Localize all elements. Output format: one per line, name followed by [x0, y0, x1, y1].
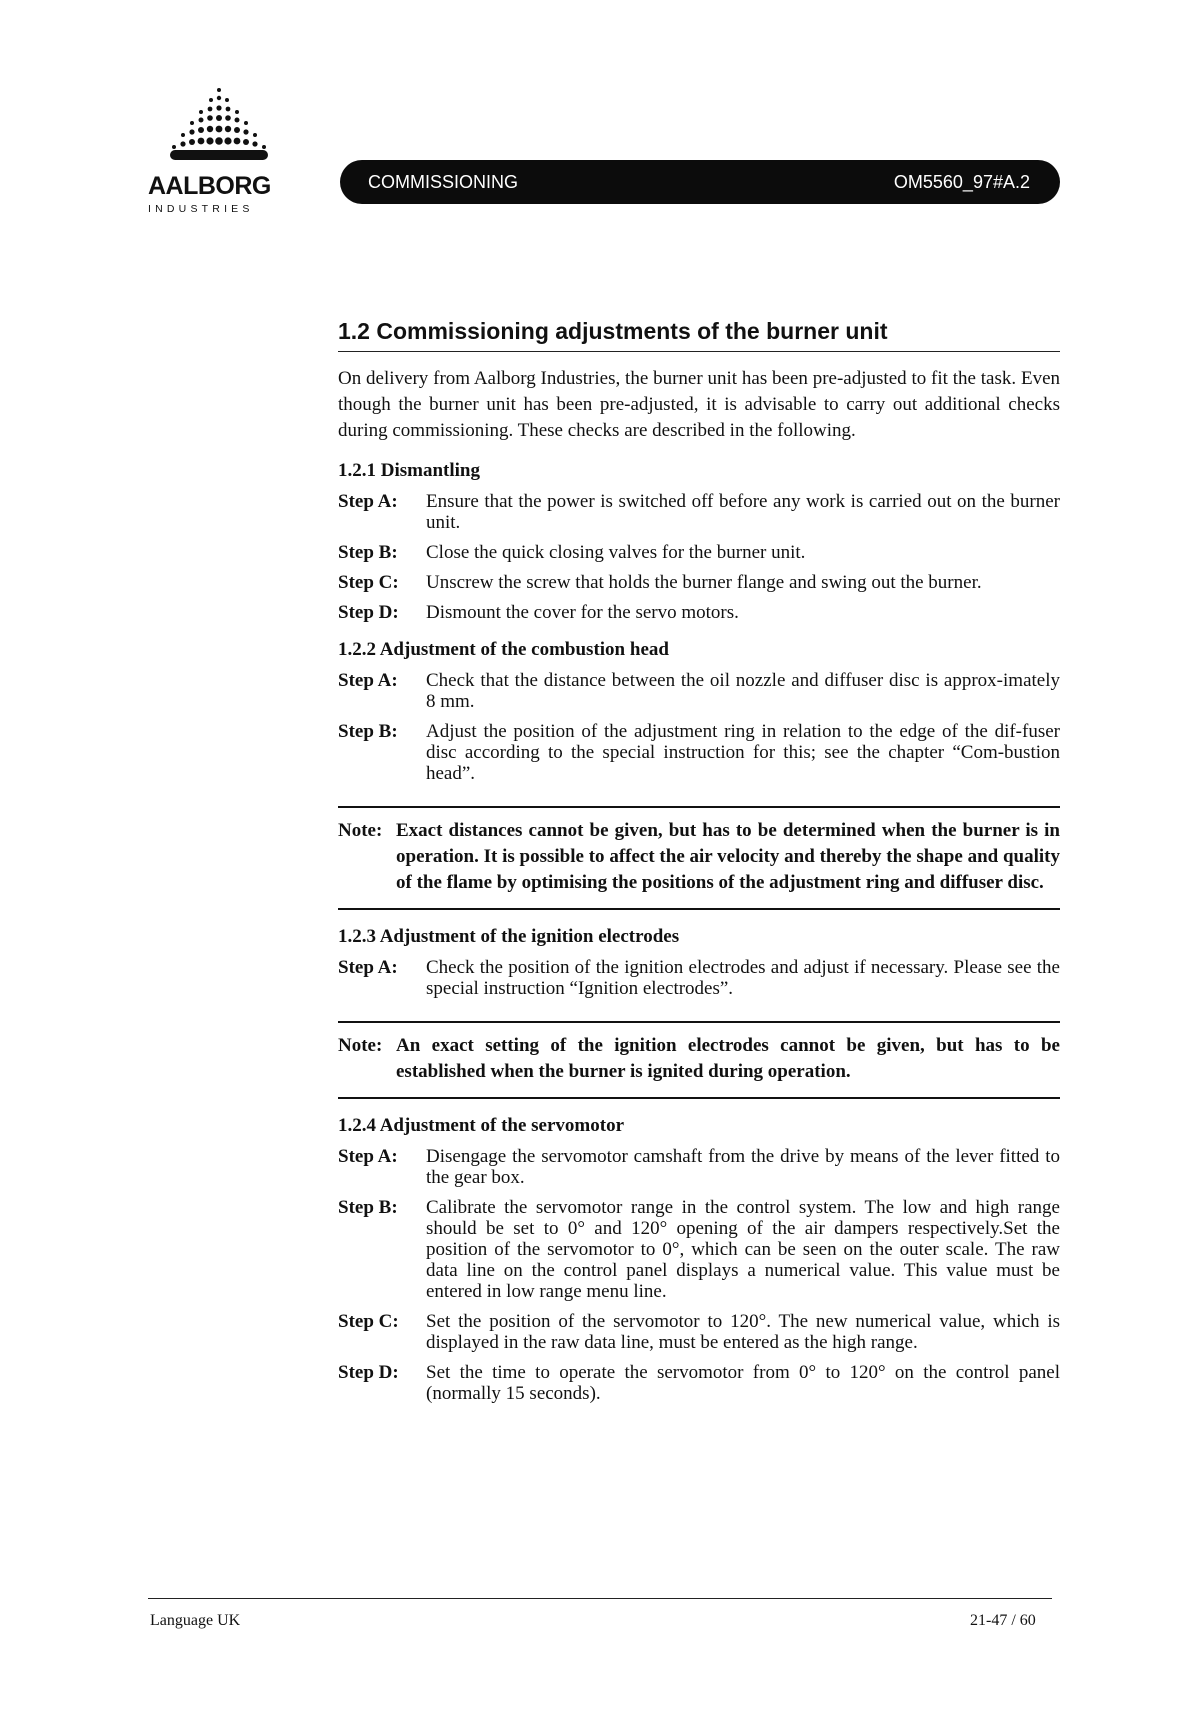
chapter-title: COMMISSIONING [368, 171, 519, 192]
intro-paragraph: On delivery from Aalborg Industries, the burner unit has been pre-adjusted to fit the task. Even though the burner unit has been pre-adjusted, it is advisable to carry out additional checks during commissioning. These checks are described in the following. [338, 368, 1060, 441]
step-item [338, 542, 1060, 563]
subsection-title: 1.2.3 Adjustment of the ignition electrodes [338, 926, 680, 947]
brand-subtitle: INDUSTRIES [148, 203, 254, 215]
step-label: Step B: [338, 721, 398, 742]
footer-language: Language UK [150, 1612, 241, 1629]
step-item [338, 721, 1060, 784]
step-item [338, 957, 1060, 999]
step-item [338, 1197, 1060, 1302]
note-label: Note: [338, 820, 383, 841]
step-item [338, 491, 1060, 533]
step-label: Step B: [338, 1197, 398, 1218]
brand-name: AALBORG [148, 172, 271, 200]
footer-divider [148, 1598, 1052, 1599]
main-content [338, 318, 1060, 1404]
subsection-title: 1.2.4 Adjustment of the servomotor [338, 1115, 625, 1136]
note-box [338, 1021, 1060, 1099]
step-label: Step D: [338, 1362, 399, 1383]
company-logo [148, 86, 288, 215]
note-text: Exact distances cannot be given, but has to be determined when the burner is in operation. It is possible to affect the air velocity and thereby the shape and quality of the flame by optimising the positions of the adjustment ring and diffuser disc. [396, 820, 1060, 893]
step-item [338, 1311, 1060, 1353]
step-item [338, 602, 1060, 623]
step-label: Step C: [338, 1311, 399, 1332]
step-text: Unscrew the screw that holds the burner flange and swing out the burner. [426, 572, 982, 593]
step-item [338, 1362, 1060, 1404]
note-text: An exact setting of the ignition electrodes cannot be given, but has to be established when the burner is ignited during operation. [396, 1035, 1060, 1082]
section-title: 1.2 Commissioning adjustments of the burner unit [338, 318, 1060, 352]
step-item [338, 1146, 1060, 1188]
step-text: Adjust the position of the adjustment ring in relation to the edge of the dif-fuser disc according to the special instruction for this; see the chapter “Com-bustion head”. [426, 721, 1060, 784]
step-text: Dismount the cover for the servo motors. [426, 602, 739, 623]
step-label: Step A: [338, 491, 398, 512]
step-text: Set the time to operate the servomotor from 0° to 120° on the control panel (normally 15 seconds). [426, 1362, 1060, 1404]
subsection-title: 1.2.1 Dismantling [338, 460, 480, 481]
dot-pyramid-icon [164, 86, 274, 172]
step-item [338, 572, 1060, 593]
step-text: Calibrate the servomotor range in the control system. The low and high range should be set to 0° and 120° opening of the air dampers respectively.Set the position of the servomotor to 0°, which can be seen on the outer scale. The raw data line on the control panel displays a numerical value. This value must be entered in low range menu line. [426, 1197, 1060, 1302]
step-text: Check that the distance between the oil nozzle and diffuser disc is approx-imately 8 mm. [426, 670, 1060, 712]
chapter-header-bar [340, 160, 1060, 204]
step-label: Step C: [338, 572, 399, 593]
step-label: Step A: [338, 957, 398, 978]
step-text: Set the position of the servomotor to 120°. The new numerical value, which is displayed in the raw data line, must be entered as the high range. [426, 1311, 1060, 1353]
step-text: Check the position of the ignition electrodes and adjust if necessary. Please see the special instruction “Ignition electrodes”. [426, 957, 1060, 999]
step-label: Step A: [338, 670, 398, 691]
document-id: OM5560_97#A.2 [893, 171, 1030, 192]
note-label: Note: [338, 1035, 383, 1056]
step-text: Ensure that the power is switched off before any work is carried out on the burner unit. [426, 491, 1060, 533]
step-label: Step D: [338, 602, 399, 623]
step-text: Close the quick closing valves for the burner unit. [426, 542, 806, 563]
step-label: Step A: [338, 1146, 398, 1167]
subsection-title: 1.2.2 Adjustment of the combustion head [338, 639, 669, 660]
step-label: Step B: [338, 542, 398, 563]
note-box [338, 806, 1060, 910]
step-text: Disengage the servomotor camshaft from the drive by means of the lever fitted to the gear box. [426, 1146, 1060, 1188]
footer-page-number: 21-47 / 60 [970, 1612, 1036, 1629]
step-item [338, 670, 1060, 712]
